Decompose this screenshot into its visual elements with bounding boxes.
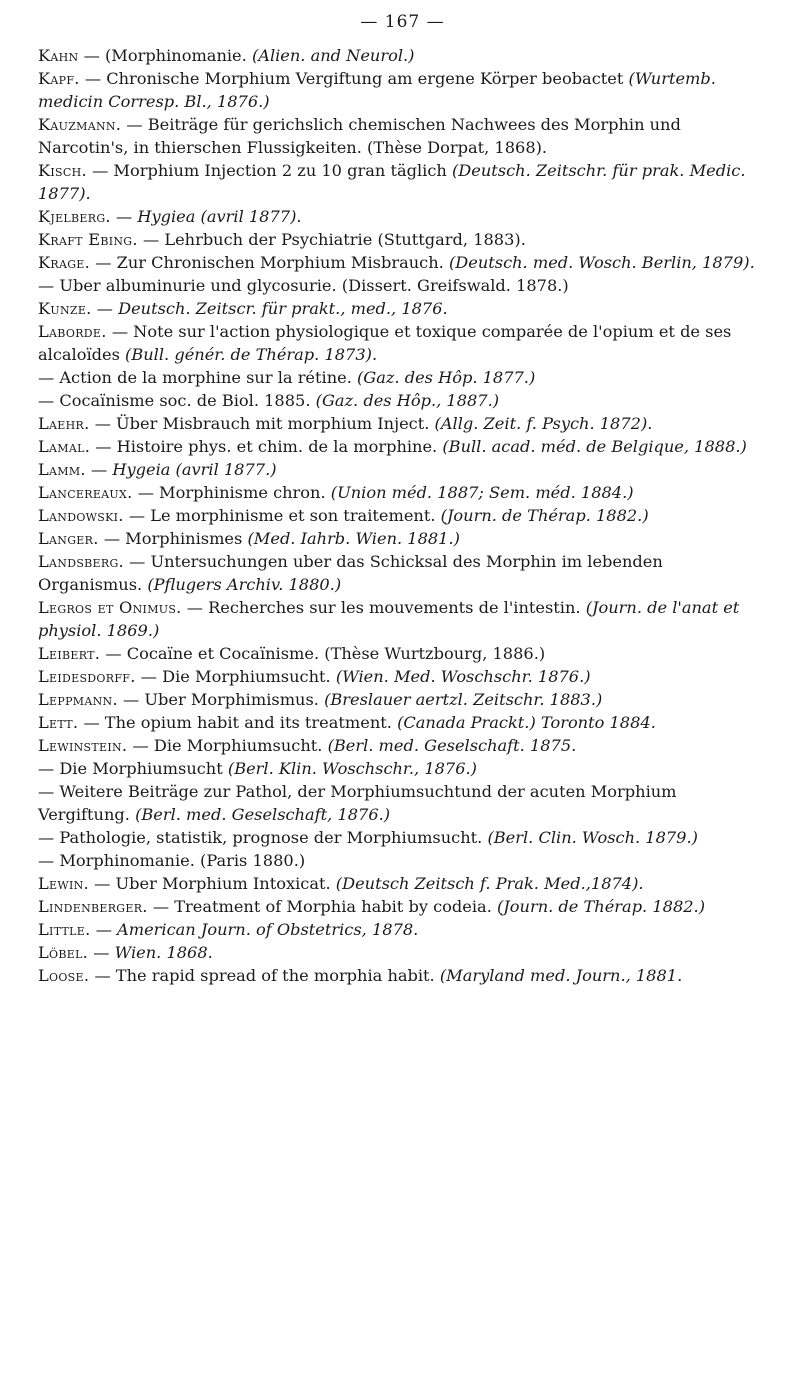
- entry-text: — Die Morphiumsucht.: [127, 736, 328, 755]
- entry-source: (Berl. med. Geselschaft, 1876.): [135, 805, 391, 824]
- entry-author: Leidesdorff.: [38, 667, 136, 686]
- bibliography-entry: [38, 711, 767, 734]
- entry-text: — Weitere Beiträge zur Pathol, der Morphiumsuchtund der acuten Morphium Vergiftung.: [38, 782, 677, 824]
- bibliography-entry: [38, 642, 767, 665]
- entry-author: Lewin.: [38, 874, 90, 893]
- entry-author: Leppmann.: [38, 690, 118, 709]
- entry-source: (Berl. Klin. Woschschr., 1876.): [227, 759, 477, 778]
- bibliography-entry: [38, 113, 767, 159]
- entry-text: — Histoire phys. et chim. de la morphine.: [90, 437, 443, 456]
- entry-source: (Maryland med. Journ., 1881.: [439, 966, 683, 985]
- entry-author: Landsberg.: [38, 552, 125, 571]
- entry-text: — Action de la morphine sur la rétine.: [38, 368, 357, 387]
- entry-author: Legros et Onimus.: [38, 598, 182, 617]
- bibliography-entry: [38, 481, 767, 504]
- bibliography-entry: [38, 159, 767, 205]
- entry-text: — Die Morphiumsucht.: [135, 667, 336, 686]
- entry-author: Lancereaux.: [38, 483, 133, 502]
- entry-text: — Morphinisme chron.: [132, 483, 331, 502]
- entry-text: — Uber Morphium Intoxicat.: [89, 874, 336, 893]
- bibliography-entry: [38, 527, 767, 550]
- bibliography-entry: [38, 297, 767, 320]
- entry-source: (Deutsch. med. Wosch. Berlin, 1879).: [448, 253, 755, 272]
- entry-text: —: [90, 920, 118, 939]
- bibliography-entry: [38, 941, 767, 964]
- entry-source: (Journ. de Thérap. 1882.): [440, 506, 649, 525]
- entry-source: Deutsch. Zeitscr. für prakt., med., 1876.: [118, 299, 448, 318]
- entry-source: (Berl. Clin. Wosch. 1879.): [487, 828, 698, 847]
- entry-author: Lamm.: [38, 460, 86, 479]
- entry-text: — Beiträge für gerichslich chemischen Nachwees des Morphin und Narcotin's, in thierschen Flussigkeiten. (Thèse Dorpat, 1868).: [38, 115, 681, 157]
- entry-author: Kapf.: [38, 69, 80, 88]
- entry-text: — Cocaïnisme soc. de Biol. 1885.: [38, 391, 316, 410]
- entry-text: — Morphium Injection 2 zu 10 gran täglich: [86, 161, 452, 180]
- entry-author: Lindenberger.: [38, 897, 148, 916]
- entry-text: — Uber Morphimismus.: [117, 690, 325, 709]
- page-number: — 167 —: [360, 12, 445, 32]
- bibliography-entry: [38, 872, 767, 895]
- bibliography-entry: [38, 458, 767, 481]
- entry-author: Kisch.: [38, 161, 87, 180]
- entry-source: (Union méd. 1887; Sem. méd. 1884.): [330, 483, 634, 502]
- bibliography-entry: [38, 780, 767, 826]
- entry-source: American Journ. of Obstetrics, 1878.: [117, 920, 419, 939]
- entry-text: — Morphinomanie. (Paris 1880.): [38, 851, 306, 870]
- entry-author: Leibert.: [38, 644, 101, 663]
- entry-author: Langer.: [38, 529, 99, 548]
- bibliography-entry: [38, 895, 767, 918]
- bibliography-entry: [38, 389, 767, 412]
- entry-author: Loose.: [38, 966, 90, 985]
- entry-text: — Treatment of Morphia habit by codeia.: [147, 897, 497, 916]
- bibliography-entry: [38, 435, 767, 458]
- entry-author: Laehr.: [38, 414, 90, 433]
- bibliography-entry: [38, 964, 767, 987]
- entry-source: (Bull. acad. méd. de Belgique, 1888.): [442, 437, 747, 456]
- entry-author: Kahn: [38, 46, 79, 65]
- bibliography-entry: [38, 320, 767, 366]
- entry-source: Hygiea (avril 1877).: [137, 207, 302, 226]
- entry-source: (Gaz. des Hôp., 1887.): [315, 391, 500, 410]
- bibliography-entry: [38, 688, 767, 711]
- entry-author: Kunze.: [38, 299, 92, 318]
- bibliography-entry: [38, 366, 767, 389]
- entry-source: (Journ. de Thérap. 1882.): [496, 897, 706, 916]
- entry-text: — The rapid spread of the morphia habit.: [89, 966, 440, 985]
- bibliography-entry: [38, 826, 767, 849]
- entry-source: (Canada Prackt.) Toronto 1884.: [397, 713, 656, 732]
- bibliography-entry: [38, 665, 767, 688]
- entry-source: Wien. 1868.: [114, 943, 213, 962]
- entry-text: — Die Morphiumsucht: [38, 759, 228, 778]
- entry-text: — Pathologie, statistik, prognose der Morphiumsucht.: [38, 828, 488, 847]
- entry-text: —: [110, 207, 138, 226]
- entry-author: Lett.: [38, 713, 79, 732]
- entry-text: — Note sur l'action physiologique et toxique comparée de l'opium et de ses alcaloïdes: [38, 322, 732, 364]
- entry-text: — Chronische Morphium Vergiftung am ergene Körper beobactet: [79, 69, 629, 88]
- entry-source: (Deutsch Zeitsch f. Prak. Med.,1874).: [335, 874, 644, 893]
- entry-source: (Berl. med. Geselschaft. 1875.: [327, 736, 577, 755]
- bibliography-entry: [38, 734, 767, 757]
- bibliography-list: [38, 44, 767, 987]
- entry-source: (Allg. Zeit. f. Psych. 1872).: [434, 414, 653, 433]
- bibliography-entry: [38, 757, 767, 780]
- bibliography-entry: [38, 849, 767, 872]
- entry-text: — Zur Chronischen Morphium Misbrauch.: [90, 253, 449, 272]
- bibliography-entry: [38, 251, 767, 274]
- entry-text: —: [85, 460, 113, 479]
- bibliography-entry: [38, 228, 767, 251]
- entry-author: Kraft Ebing.: [38, 230, 138, 249]
- bibliography-entry: [38, 67, 767, 113]
- bibliography-entry: [38, 412, 767, 435]
- entry-source: (Deutsch. Zeitschr. für prak. Medic. 1877).: [38, 161, 746, 203]
- entry-text: — Morphinismes: [98, 529, 248, 548]
- entry-text: — (Morphinomanie.: [78, 46, 252, 65]
- entry-author: Laborde.: [38, 322, 107, 341]
- entry-text: — Recherches sur les mouvements de l'intestin.: [181, 598, 586, 617]
- entry-author: Landowski.: [38, 506, 124, 525]
- entry-source: (Breslauer aertzl. Zeitschr. 1883.): [324, 690, 603, 709]
- entry-text: — Lehrbuch der Psychiatrie (Stuttgard, 1883).: [137, 230, 526, 249]
- entry-text: — Untersuchungen uber das Schicksal des Morphin im lebenden Organismus.: [38, 552, 663, 594]
- bibliography-entry: [38, 44, 767, 67]
- entry-author: Krage.: [38, 253, 91, 272]
- entry-source: (Journ. de l'anat et physiol. 1869.): [38, 598, 740, 640]
- entry-text: — The opium habit and its treatment.: [78, 713, 398, 732]
- bibliography-entry: [38, 550, 767, 596]
- entry-author: Little.: [38, 920, 91, 939]
- entry-text: — Cocaïne et Cocaïnisme. (Thèse Wurtzbourg, 1886.): [100, 644, 546, 663]
- entry-author: Lamal.: [38, 437, 91, 456]
- entry-author: Kauzmann.: [38, 115, 122, 134]
- bibliography-entry: [38, 274, 767, 297]
- entry-text: — Über Misbrauch mit morphium Inject.: [89, 414, 435, 433]
- entry-source: (Med. Iahrb. Wien. 1881.): [247, 529, 460, 548]
- entry-author: Löbel.: [38, 943, 89, 962]
- entry-text: — Le morphinisme et son traitement.: [123, 506, 441, 525]
- entry-author: Lewinstein.: [38, 736, 128, 755]
- bibliography-entry: [38, 205, 767, 228]
- entry-source: Hygeia (avril 1877.): [112, 460, 277, 479]
- entry-text: — Uber albuminurie und glycosurie. (Dissert. Greifswald. 1878.): [38, 276, 569, 295]
- entry-source: (Pflugers Archiv. 1880.): [147, 575, 342, 594]
- bibliography-entry: [38, 504, 767, 527]
- entry-text: —: [91, 299, 119, 318]
- entry-source: (Alien. and Neurol.): [251, 46, 415, 65]
- bibliography-entry: [38, 918, 767, 941]
- entry-text: —: [88, 943, 115, 962]
- bibliography-entry: [38, 596, 767, 642]
- entry-source: (Gaz. des Hôp. 1877.): [356, 368, 536, 387]
- entry-author: Kjelberg.: [38, 207, 111, 226]
- entry-source: (Wurtemb. medicin Corresp. Bl., 1876.): [38, 69, 716, 111]
- entry-source: (Wien. Med. Woschschr. 1876.): [335, 667, 591, 686]
- entry-source: (Bull. génér. de Thérap. 1873).: [125, 345, 378, 364]
